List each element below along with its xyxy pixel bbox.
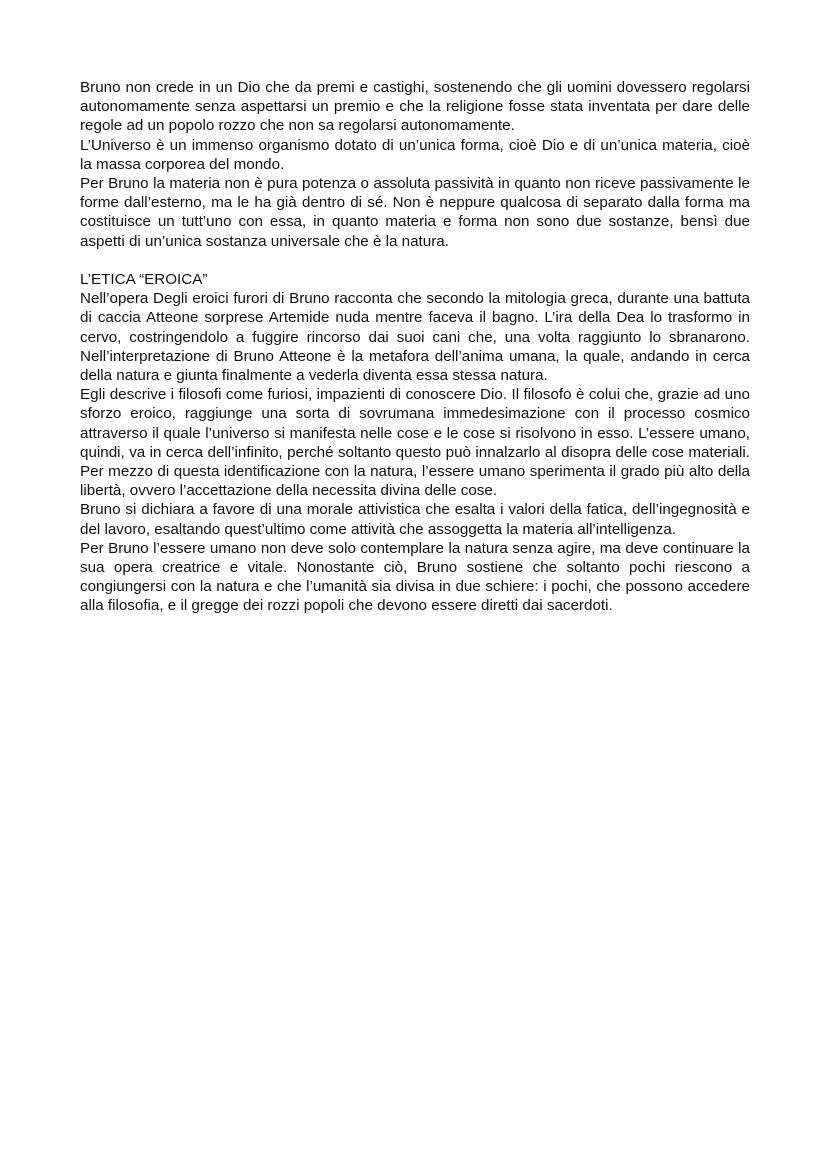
- section-heading: L’ETICA “EROICA”: [80, 271, 208, 289]
- intro-paragraph-2: L’Universo è un immenso organismo dotato di un’unica forma, cioè Dio e di un’unica materia, cioè la massa corporea del mondo.: [80, 136, 750, 173]
- section-paragraph-4: Per Bruno l’essere umano non deve solo contemplare la natura senza agire, ma deve continuare la sua opera creatrice e vitale. Nonostante ciò, Bruno sostiene che soltanto pochi riescono a congiungersi con la natura e che l’umanità sia divisa in due schiere: i pochi, che possono accedere alla filosofia, e il gregge dei rozzi popoli che devono essere diretti dai sacerdoti.: [80, 539, 750, 615]
- document-body: [80, 78, 750, 616]
- section-paragraph-1: Nell’opera Degli eroici furori di Bruno racconta che secondo la mitologia greca, durante una battuta di caccia Atteone sorprese Artemide nuda mentre faceva il bagno. L’ira della Dea lo trasformo in cervo, costringendolo a fuggire rincorso dai suoi cani che, una volta raggiunto lo sbranarono. Nell’interpretazione di Bruno Atteone è la metafora dell’anima umana, la quale, andando in cerca della natura e giunta finalmente a vederla diventa essa stessa natura.: [80, 290, 750, 385]
- intro-paragraph-3: Per Bruno la materia non è pura potenza o assoluta passività in quanto non riceve passivamente le forme dall’esterno, ma le ha già dentro di sé. Non è neppure qualcosa di separato dalla forma ma costituisce un tutt’uno con essa, in quanto materia e forma non sono due sostanze, bensì due aspetti di un’unica sostanza universale che è la natura.: [80, 175, 750, 250]
- section-paragraph-2: Egli descrive i filosofi come furiosi, impazienti di conoscere Dio. Il filosofo è colui che, grazie ad uno sforzo eroico, raggiunge una sorta di sovrumana immedesimazione con il processo cosmico attraverso il quale l’universo si manifesta nelle cose e le cose si risolvono in esso. L’essere umano, quindi, va in cerca dell’infinito, perché soltanto questo può innalzarlo al disopra delle cose materiali. Per mezzo di questa identificazione con la natura, l’essere umano sperimenta il grado più alto della libertà, ovvero l’accettazione della necessita divina delle cose.: [80, 386, 750, 500]
- section-paragraph-3: Bruno si dichiara a favore di una morale attivistica che esalta i valori della fatica, dell’ingegnosità e del lavoro, esaltando quest’ultimo come attività che assoggetta la materia all’intelligenza.: [80, 501, 750, 538]
- intro-paragraph-1: Bruno non crede in un Dio che da premi e castighi, sostenendo che gli uomini dovessero regolarsi autonomamente senza aspettarsi un premio e che la religione fosse stata inventata per dare delle regole ad un popolo rozzo che non sa regolarsi autonomamente.: [80, 79, 750, 135]
